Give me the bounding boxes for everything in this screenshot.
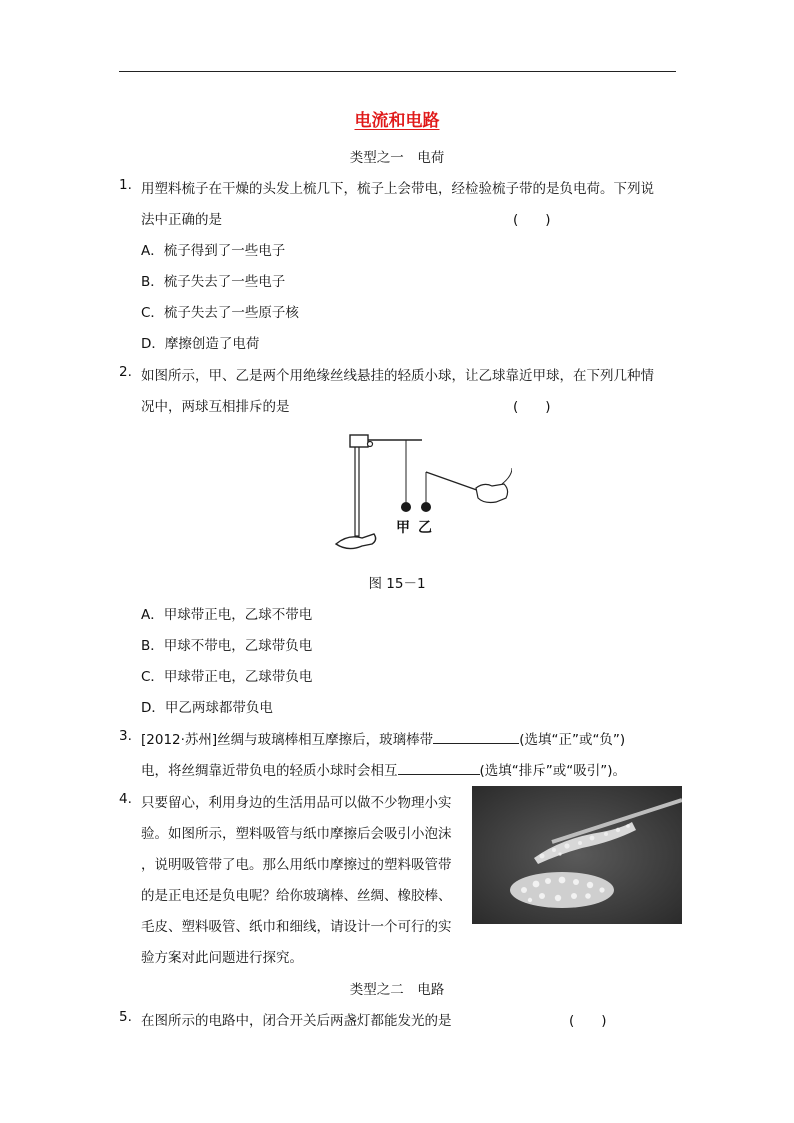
q2-option-b: B．甲球不带电，乙球带负电 [141,638,313,654]
q4-line-3: ，说明吸管带了电。那么用纸巾摩擦过的塑料吸管带 [141,857,452,873]
q1-answer-paren: ( ) [513,212,551,228]
q1-option-c: C．梳子失去了一些原子核 [141,305,299,321]
stand-rod [355,438,359,536]
stand-clamp [350,435,368,447]
top-rule [119,71,676,72]
q2-option-c: C．甲球带正电，乙球带负电 [141,669,313,685]
q3-number: 3. [119,728,132,744]
q1-stem-line1: 用塑料梳子在干燥的头发上梳几下，梳子上会带电，经检验梳子带的是负电荷。下列说 [141,181,654,197]
q1-number: 1. [119,177,132,193]
ball-jia [401,502,411,512]
q2-answer-paren: ( ) [513,399,551,415]
q1-option-b: B．梳子失去了一些电子 [141,274,286,290]
q4-line-2: 验。如图所示，塑料吸管与纸巾摩擦后会吸引小泡沫 [141,826,452,842]
q1-option-a: A．梳子得到了一些电子 [141,243,286,259]
q4-line-6: 验方案对此问题进行探究。 [141,950,303,966]
q2-stem-line2: 况中，两球互相排斥的是 [141,399,290,415]
q5-number: 5. [119,1009,132,1025]
q3-line2-text: 电，将丝绸靠近带负电的轻质小球时会相互 [141,763,398,779]
q3-line1-text: [2012·苏州]丝绸与玻璃棒相互摩擦后，玻璃棒带 [141,732,434,748]
straw-foam-photo [472,786,682,924]
q3-line2-hint: (选填“排斥”或“吸引”)。 [479,763,627,779]
page-title: 电流和电路 [354,111,440,131]
q2-stem-line1: 如图所示，甲、乙是两个用绝缘丝线悬挂的轻质小球，让乙球靠近甲球，在下列几种情 [141,368,654,384]
figure-caption: 图 15－1 [368,576,426,592]
q5-answer-paren: ( ) [569,1013,607,1029]
q3-line1-hint: (选填“正”或“负”) [519,732,626,748]
q1-stem-line2: 法中正确的是 [141,212,222,228]
q2-number: 2. [119,364,132,380]
section-heading-1: 类型之一 电荷 [349,150,445,166]
label-jia: 甲 [396,520,410,536]
clamp-screw [368,442,373,447]
q3-line2 [141,759,626,779]
q2-option-d: D．甲乙两球都带负电 [141,700,273,716]
q3-line1 [141,728,625,748]
label-yi: 乙 [418,520,432,536]
q1-option-d: D．摩擦创造了电荷 [141,336,260,352]
q4-line-5: 毛皮、塑料吸管、纸巾和细线，请设计一个可行的实 [141,919,452,935]
q2-option-a: A．甲球带正电，乙球不带电 [141,607,313,623]
section-heading-2: 类型之二 电路 [349,982,445,998]
hand-wrist [502,468,512,484]
q5-stem: 在图所示的电路中，闭合开关后两盏灯都能发光的是 [141,1013,452,1029]
q3-blank-1[interactable] [433,730,519,744]
q4-line-4: 的是正电还是负电呢？给你玻璃棒、丝绸、橡胶棒、 [141,888,452,904]
hand [476,484,508,503]
figure-15-1-pendulum-illustration [326,428,512,554]
q4-line-1: 只要留心，利用身边的生活用品可以做不少物理小实 [141,795,452,811]
q3-blank-2[interactable] [398,761,480,775]
q4-number: 4. [119,791,132,807]
ball-yi [421,502,431,512]
